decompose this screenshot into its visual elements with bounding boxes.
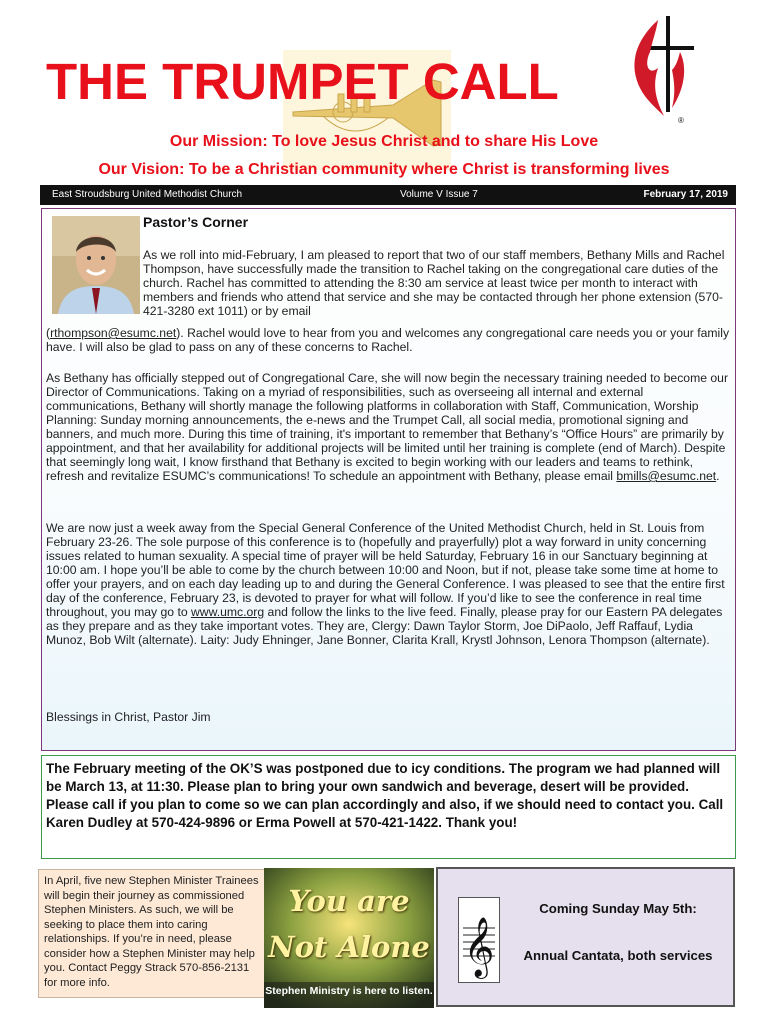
umc-website-link[interactable]: www.umc.org xyxy=(191,605,265,619)
vision-statement: Our Vision: To be a Christian community where Christ is transforming lives xyxy=(98,161,670,178)
pastor-paragraph-1-cont: (rthompson@esumc.net). Rachel would love to hear from you and welcomes any congregational care needs you or your family have. I will also be glad to pass on any of these concerns to Rachel. xyxy=(46,326,730,354)
mission-statement: Our Mission: To love Jesus Christ and to share His Love xyxy=(169,133,599,150)
bethany-email-link[interactable]: bmills@esumc.net xyxy=(616,469,717,483)
stephen-ministry-notice xyxy=(38,869,268,998)
pastor-paragraph-3-end: and follow the links to the live feed. Finally, please pray for our Eastern PA delegates as they prepare and as they take important votes. They are, Clergy: Dawn Taylor Storm, Joe DiPaolo, Jeff Raffauf, Lydia Munoz, Bob Wilt (alternate). Laity: Judy Ehninger, Jane Bonner, Clarita Krall, Krystl Johnson, Lenora Thompson (alternate). xyxy=(46,605,723,647)
pastor-paragraph-3-text: We are now just a week away from the Special General Conference of the United Methodist Church, held in St. Louis from February 23-26. The sole purpose of this conference is to (hopefully and prayerfully) plot a way forward in unity concerning issues related to human sexuality. A special time of prayer will be held Saturday, February 16 in our Sanctuary beginning at 10:00 am. I hope you’ll be able to come by the church between 10:00 and Noon, but if not, please take some time at home to offer your prayers, and on each day leading up to and during the General Conference. I was pleased to see that the entire first day of the conference, February 23, is devoted to prayer for what will follow. If you’d like to see the conference in real time throughout, you may go to xyxy=(46,521,725,619)
issue-date: February 17, 2019 xyxy=(643,189,728,200)
poster-line-1: You are xyxy=(288,884,410,918)
pastor-paragraph-2-text: As Bethany has officially stepped out of Congregational Care, she will now begin the necessary training needed to become our Director of Communications. Taking on a myriad of responsibilities, such as overseeing all internal and external communications, Bethany will shortly manage the following platforms in collaboration with Staff, Communication, Worship Planning: Sunday morning announcements, the e-news and the Trumpet Call, all social media, promotional signing and banners, and much more. During this time of training, it's important to remember that Bethany’s “Office Hours” are primarily by appointment, and that her availability for additional projects will be limited until her training is complete (end of March). Despite that seemingly long wait, I know firsthand that Bethany is excited to begin working with our leaders and teams to rethink, refresh and revitalize ESUMC’s communications! To schedule an appointment with Bethany, please email xyxy=(46,371,729,483)
oks-notice xyxy=(41,755,736,859)
issue-volume: Volume V Issue 7 xyxy=(400,189,478,200)
rachel-email-link[interactable]: rthompson@esumc.net xyxy=(50,326,177,340)
cross-and-flame-icon xyxy=(622,12,698,120)
poster-caption: Stephen Ministry is here to listen. xyxy=(265,985,433,997)
pastor-paragraph-2: As Bethany has officially stepped out of Congregational Care, she will now begin the necessary training needed to become our Director of Communications. Taking on a myriad of responsibilities, such as overseeing all internal and external communications, Bethany will shortly manage the following platforms in collaboration with Staff, Communication, Worship Planning: Sunday morning announcements, the e-news and the Trumpet Call, all social media, promotional signing and banners, and much more. During this time of training, it's important to remember that Bethany’s “Office Hours” are primarily by appointment, and that her availability for additional projects will be limited until her training is complete (end of March). Despite that seemingly long wait, I know firsthand that Bethany is excited to begin working with our leaders and teams to rethink, refresh and revitalize ESUMC’s communications! To schedule an appointment with Bethany, please email bmills@esumc.net. xyxy=(46,371,729,483)
cantata-description: Annual Cantata, both services xyxy=(523,948,713,963)
pastor-paragraph-3 xyxy=(46,521,734,647)
oks-notice-line-1: The February meeting of the OK’S was postponed due to icy conditions. The program we had planned will be March 13, at 11:30. Please plan to bring your own sandwich and beverage, desert will be provided. xyxy=(46,761,721,794)
svg-text:𝄞: 𝄞 xyxy=(463,917,495,977)
pastor-paragraph-1 xyxy=(143,248,733,318)
pastor-paragraph-1-end: ). Rachel would love to hear from you and welcomes any congregational care needs you or your family have. I will also be glad to pass on any of these concerns to Rachel. xyxy=(46,326,730,354)
you-are-not-alone-poster xyxy=(264,868,434,1008)
stephen-ministry-text: In April, five new Stephen Minister Trainees will begin their journey as commissioned Stephen Ministers. As such, we will be seeking to place them into caring relationships. If you’re in need, please consider how a Stephen Minister may help you. Contact Peggy Strack 570-856-2131 for more info. xyxy=(44,875,259,989)
pastors-corner-article xyxy=(41,208,736,751)
cantata-notice xyxy=(436,867,735,1007)
issue-bar xyxy=(40,185,736,205)
pastors-corner-heading: Pastor’s Corner xyxy=(143,214,249,230)
oks-notice-text xyxy=(46,760,732,832)
pastor-portrait xyxy=(52,216,140,314)
church-name: East Stroudsburg United Methodist Church xyxy=(52,189,243,200)
newsletter-title: THE TRUMPET CALL xyxy=(46,53,559,110)
registered-mark: ® xyxy=(678,116,684,125)
treble-clef-icon xyxy=(458,897,500,983)
pastor-paragraph-1-text: As we roll into mid-February, I am pleased to report that two of our staff members, Bethany Mills and Rachel Thompson, have successfully made the transition to Rachel taking on the congregational care duties of the church. Rachel has committed to attending the 8:30 am service at least twice per month to interact with members and friends who attend that service and she may be contacted through her phone extension (570-421-3280 ext 1011) or by email xyxy=(143,248,725,318)
cantata-date: Coming Sunday May 5th: xyxy=(539,901,697,916)
pastor-signature: Blessings in Christ, Pastor Jim xyxy=(46,710,211,724)
poster-line-2: Not Alone xyxy=(268,930,430,964)
oks-notice-line-2: Please call if you plan to come so we can plan accordingly and also, if we should need to contact you. Call Karen Dudley at 570-424-9896 or Erma Powell at 570-421-1422. Thank you! xyxy=(46,797,724,830)
